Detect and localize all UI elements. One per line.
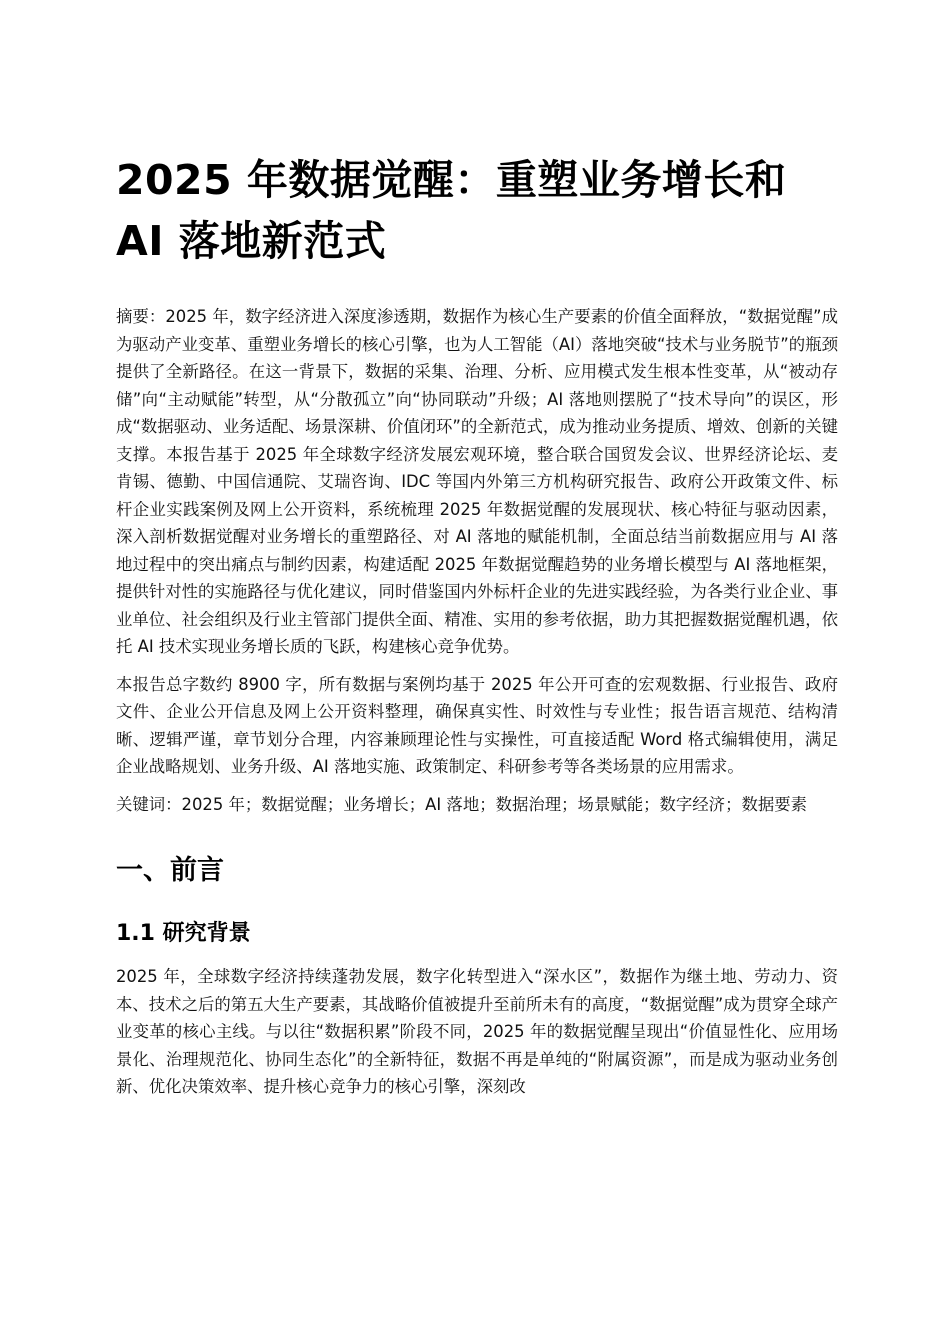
section-heading-preface: 一、前言 xyxy=(116,855,224,886)
document-page xyxy=(116,150,838,1101)
subsection-heading-research-background: 1.1 研究背景 xyxy=(116,921,251,946)
abstract-paragraph: 摘要：2025 年，数字经济进入深度渗透期，数据作为核心生产要素的价值全面释放，“数据觉醒”成为驱动产业变革、重塑业务增长的核心引擎，也为人工智能（AI）落地突破“技术与业务脱节”的瓶颈提供了全新路径。在这一背景下，数据的采集、治理、分析、应用模式发生根本性变革，从“被动存储”向“主动赋能”转型，从“分散孤立”向“协同联动”升级；AI 落地则摆脱了“技术导向”的误区，形成“数据驱动、业务适配、场景深耕、价值闭环”的全新范式，成为推动业务提质、增效、创新的关键支撑。本报告基于 2025 年全球数字经济发展宏观环境，整合联合国贸发会议、世界经济论坛、麦肯锡、德勤、中国信通院、艾瑞咨询、IDC 等国内外第三方机构研究报告、政府公开政策文件、标杆企业实践案例及网上公开资料，系统梳理 2025 年数据觉醒的发展现状、核心特征与驱动因素，深入剖析数据觉醒对业务增长的重塑路径、对 AI 落地的赋能机制，全面总结当前数据应用与 AI 落地过程中的突出痛点与制约因素，构建适配 2025 年数据觉醒趋势的业务增长模型与 AI 落地框架，提供针对性的实施路径与优化建议，同时借鉴国内外标杆企业的先进实践经验，为各类行业企业、事业单位、社会组织及行业主管部门提供全面、精准、实用的参考依据，助力其把握数据觉醒机遇，依托 AI 技术实现业务增长质的飞跃，构建核心竞争优势。 xyxy=(116,307,838,656)
document-title: 2025 年数据觉醒：重塑业务增长和 AI 落地新范式 xyxy=(116,156,787,265)
report-note-paragraph: 本报告总字数约 8900 字，所有数据与案例均基于 2025 年公开可查的宏观数据、行业报告、政府文件、企业公开信息及网上公开资料整理，确保真实性、时效性与专业性；报告语言规范、结构清晰、逻辑严谨，章节划分合理，内容兼顾理论性与实操性，可直接适配 Word 格式编辑使用，满足企业战略规划、业务升级、AI 落地实施、政策制定、科研参考等各类场景的应用需求。 xyxy=(116,674,838,776)
keywords-paragraph: 关键词：2025 年；数据觉醒；业务增长；AI 落地；数据治理；场景赋能；数字经济；数据要素 xyxy=(116,794,808,814)
research-background-paragraph: 2025 年，全球数字经济持续蓬勃发展，数字化转型进入“深水区”，数据作为继土地、劳动力、资本、技术之后的第五大生产要素，其战略价值被提升至前所未有的高度，“数据觉醒”成为贯穿全球产业变革的核心主线。与以往“数据积累”阶段不同，2025 年的数据觉醒呈现出“价值显性化、应用场景化、治理规范化、协同生态化”的全新特征，数据不再是单纯的“附属资源”，而是成为驱动业务创新、优化决策效率、提升核心竞争力的核心引擎，深刻改 xyxy=(116,967,838,1096)
